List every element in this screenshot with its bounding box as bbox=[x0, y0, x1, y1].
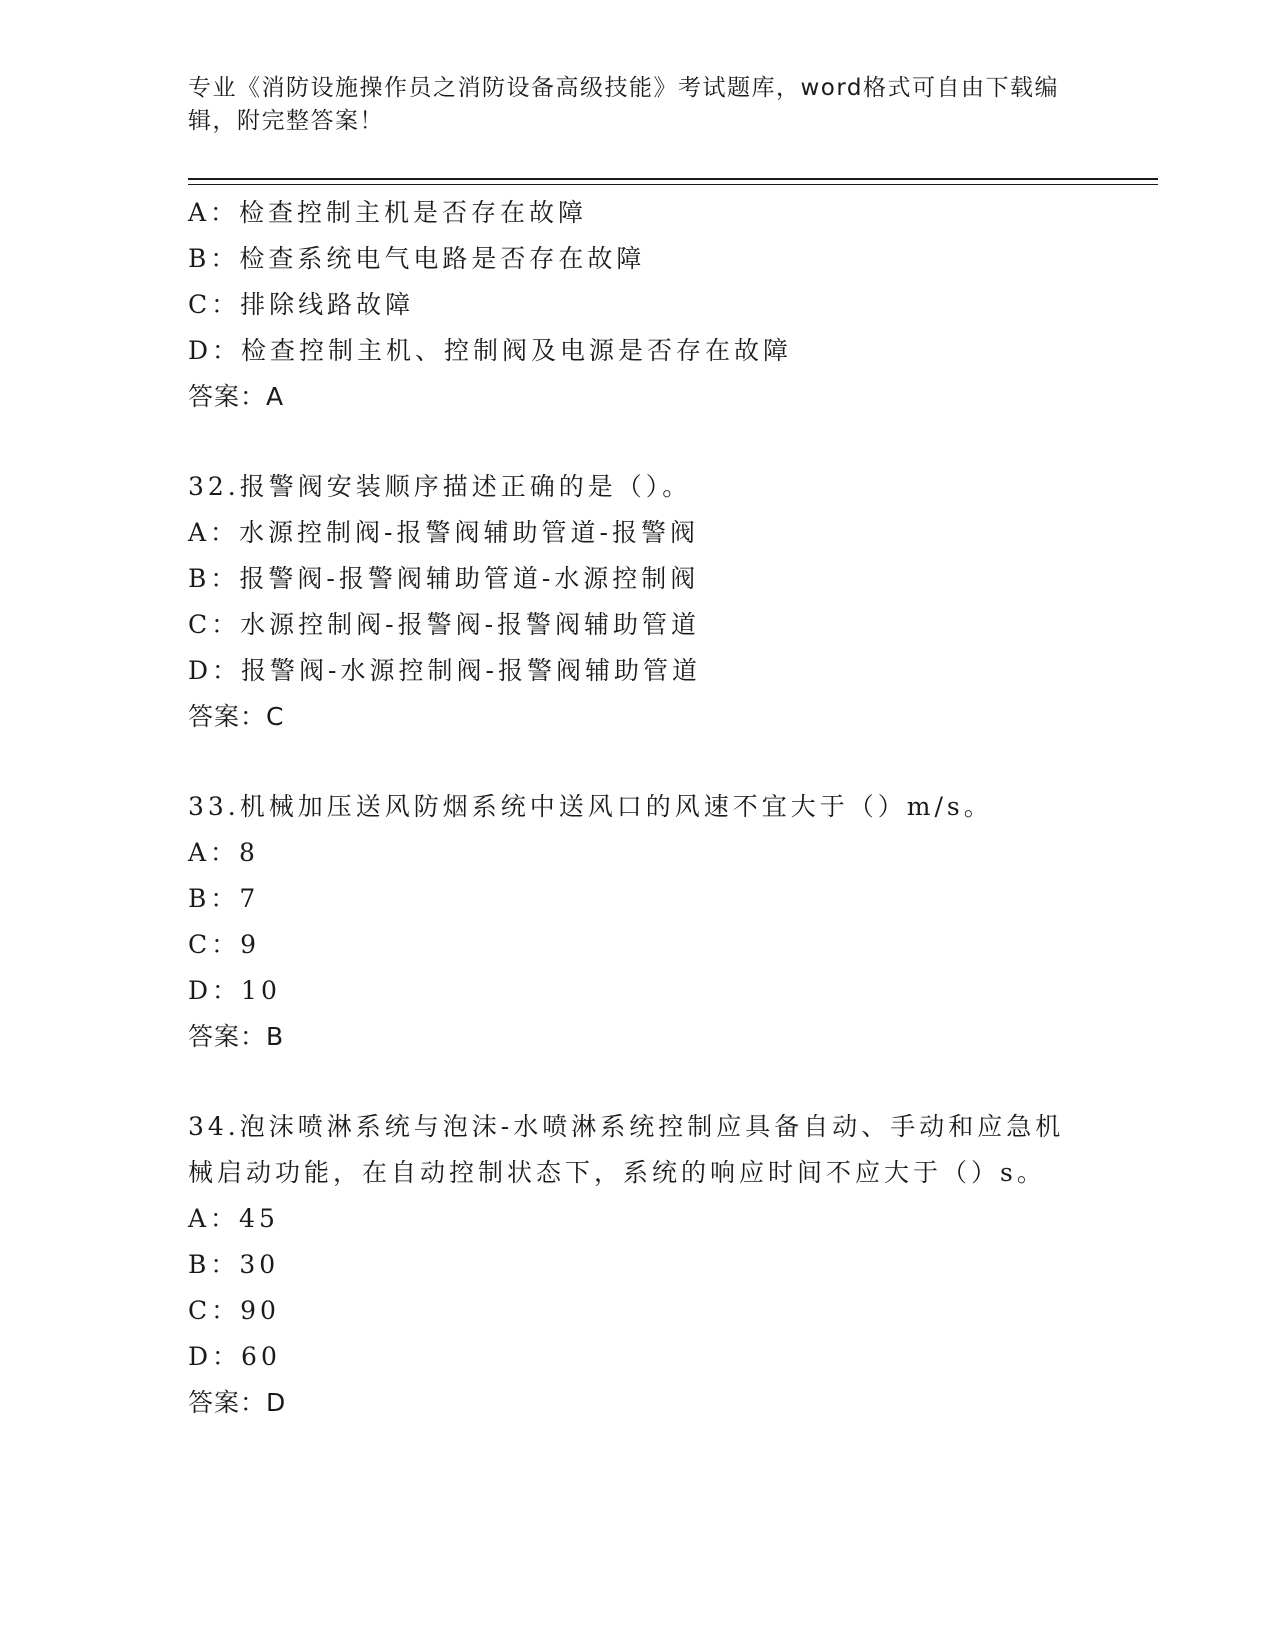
question-34 bbox=[188, 1104, 1088, 1426]
option-d: D：检查控制主机、控制阀及电源是否存在故障 bbox=[188, 336, 793, 365]
option-c: C：排除线路故障 bbox=[188, 290, 415, 319]
document-header bbox=[188, 72, 1068, 138]
answer-label: 答案：D bbox=[188, 1388, 287, 1417]
header-line-1: 专业《消防设施操作员之消防设备高级技能》考试题库，word格式可自由下载编 bbox=[188, 75, 1060, 101]
header-divider-thick bbox=[188, 178, 1158, 180]
question-list bbox=[188, 190, 1088, 1426]
option-b: B：报警阀-报警阀辅助管道-水源控制阀 bbox=[188, 564, 700, 593]
option-d: D：10 bbox=[188, 976, 281, 1005]
answer-label: 答案：B bbox=[188, 1022, 285, 1051]
spacer bbox=[188, 1060, 1088, 1104]
spacer bbox=[188, 420, 1088, 464]
question-stem-line-2: 械启动功能，在自动控制状态下，系统的响应时间不应大于（）s。 bbox=[188, 1158, 1046, 1187]
option-a: A：检查控制主机是否存在故障 bbox=[188, 198, 588, 227]
answer-label: 答案：C bbox=[188, 702, 285, 731]
option-c: C：水源控制阀-报警阀-报警阀辅助管道 bbox=[188, 610, 701, 639]
question-stem: 32.报警阀安装顺序描述正确的是（）。 bbox=[188, 472, 692, 501]
header-divider-thin bbox=[188, 184, 1158, 185]
question-33 bbox=[188, 784, 1088, 1060]
option-b: B：检查系统电气电路是否存在故障 bbox=[188, 244, 646, 273]
question-stem-line-1: 34.泡沫喷淋系统与泡沫-水喷淋系统控制应具备自动、手动和应急机 bbox=[188, 1112, 1065, 1141]
option-c: C：9 bbox=[188, 930, 261, 959]
option-b: B：7 bbox=[188, 884, 260, 913]
question-stem: 33.机械加压送风防烟系统中送风口的风速不宜大于（）m/s。 bbox=[188, 792, 993, 821]
question-32 bbox=[188, 464, 1088, 740]
option-d: D：报警阀-水源控制阀-报警阀辅助管道 bbox=[188, 656, 701, 685]
header-line-2: 辑，附完整答案！ bbox=[188, 108, 384, 134]
option-a: A：水源控制阀-报警阀辅助管道-报警阀 bbox=[188, 518, 699, 547]
spacer bbox=[188, 740, 1088, 784]
option-d: D：60 bbox=[188, 1342, 281, 1371]
question-31 bbox=[188, 190, 1088, 420]
option-a: A：8 bbox=[188, 838, 259, 867]
option-b: B：30 bbox=[188, 1250, 280, 1279]
option-c: C：90 bbox=[188, 1296, 280, 1325]
option-a: A：45 bbox=[188, 1204, 279, 1233]
answer-label: 答案：A bbox=[188, 382, 285, 411]
